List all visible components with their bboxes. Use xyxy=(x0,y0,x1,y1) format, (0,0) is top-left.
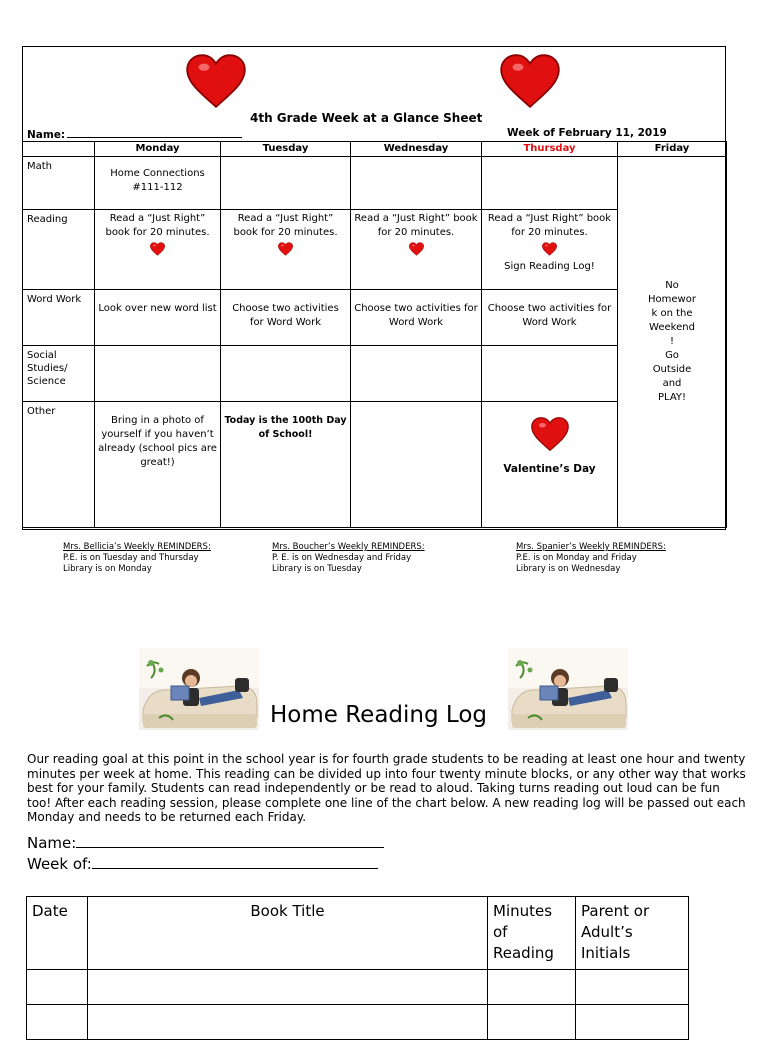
week-of-label: Week of February 11, 2019 xyxy=(507,127,667,139)
word-work-wednesday: Choose two activities for Word Work xyxy=(351,290,482,346)
friday-note-line: PLAY! xyxy=(657,392,686,403)
friday-note-line: No xyxy=(665,280,679,291)
heart-icon xyxy=(186,52,246,110)
friday-note-line: Go xyxy=(665,350,679,361)
other-thursday xyxy=(482,402,618,528)
reading-thursday-text: Read a “Just Right” book for 20 minutes. xyxy=(487,213,612,238)
reading-log-title: Home Reading Log xyxy=(270,702,487,728)
reminder-line: Library is on Wednesday xyxy=(516,564,621,574)
log-cell[interactable] xyxy=(27,1005,88,1040)
heart-icon xyxy=(278,242,293,256)
col-date: Date xyxy=(27,897,88,970)
header-monday: Monday xyxy=(95,142,221,157)
col-minutes-line: Minutes xyxy=(493,902,553,920)
table-row xyxy=(27,970,689,1005)
friday-note-line: Weekend xyxy=(649,322,695,333)
log-cell[interactable] xyxy=(88,970,488,1005)
social-wednesday xyxy=(351,346,482,402)
friday-note-line: Homewor xyxy=(648,294,696,305)
reading-log-table xyxy=(26,896,689,1040)
social-tuesday xyxy=(221,346,351,402)
reminder-block xyxy=(272,542,425,575)
log-cell[interactable] xyxy=(576,1005,689,1040)
word-work-thursday: Choose two activities for Word Work xyxy=(482,290,618,346)
col-minutes xyxy=(488,897,576,970)
heart-icon xyxy=(150,242,165,256)
friday-note-line: ! xyxy=(669,336,674,347)
friday-note-line: k on the xyxy=(651,308,693,319)
col-initials-line: Initials xyxy=(581,944,631,962)
word-work-tuesday: Choose two activities for Word Work xyxy=(221,290,351,346)
other-wednesday xyxy=(351,402,482,528)
math-tuesday xyxy=(221,157,351,210)
other-tuesday: Today is the 100th Day of School! xyxy=(221,402,351,528)
reading-wednesday xyxy=(351,210,482,290)
header-blank xyxy=(23,142,95,157)
social-thursday xyxy=(482,346,618,402)
log-name-line xyxy=(27,833,384,852)
child-reading-photo xyxy=(139,648,259,730)
subject-social-studies: Social Studies/ Science xyxy=(23,346,95,402)
log-cell[interactable] xyxy=(27,970,88,1005)
header-friday: Friday xyxy=(618,142,727,157)
week-schedule-table xyxy=(22,141,727,528)
reminder-block xyxy=(63,542,211,575)
reminder-line: Library is on Monday xyxy=(63,564,152,574)
subject-word-work: Word Work xyxy=(23,290,95,346)
reminder-title: Mrs. Boucher’s Weekly REMINDERS: xyxy=(272,542,425,552)
col-initials xyxy=(576,897,689,970)
heart-icon xyxy=(531,416,569,452)
reading-log-intro: Our reading goal at this point in the school year is for fourth grade students to be reading at least one hour and twenty minutes per week at home. This reading can be divided up into four twenty minute blocks, or any other way that works best for your family. Students can read independently or be read to aloud. Taking turns reading out loud can be fun too! After each reading session, please complete one line of the chart below. A new reading log will be passed out each Monday and needs to be returned each Friday. xyxy=(27,752,746,824)
col-minutes-line: Reading xyxy=(493,944,554,962)
name-blank[interactable] xyxy=(67,128,242,138)
reading-thursday-extra: Sign Reading Log! xyxy=(504,261,595,272)
col-book-title: Book Title xyxy=(88,897,488,970)
header-wednesday: Wednesday xyxy=(351,142,482,157)
col-initials-line: Adult’s xyxy=(581,923,633,941)
friday-note xyxy=(618,157,727,528)
subject-other: Other xyxy=(23,402,95,528)
heart-icon xyxy=(542,242,557,256)
log-week-blank[interactable] xyxy=(92,854,378,869)
table-header-row xyxy=(27,897,689,970)
table-row xyxy=(23,157,727,210)
reminder-line: P. E. is on Wednesday and Friday xyxy=(272,553,412,563)
reading-monday xyxy=(95,210,221,290)
other-monday: Bring in a photo of yourself if you haven’t already (school pics are great!) xyxy=(95,402,221,528)
subject-math: Math xyxy=(23,157,95,210)
log-cell[interactable] xyxy=(576,970,689,1005)
reading-monday-text: Read a “Just Right” book for 20 minutes. xyxy=(105,213,210,238)
math-monday: Home Connections #111-112 xyxy=(95,157,221,210)
valentines-day-text: Valentine’s Day xyxy=(503,463,596,475)
header-thursday: Thursday xyxy=(482,142,618,157)
student-name-line xyxy=(27,128,242,141)
log-name-blank[interactable] xyxy=(76,833,384,848)
heart-icon xyxy=(500,52,560,110)
reminder-line: P.E. is on Tuesday and Thursday xyxy=(63,553,199,563)
header-tuesday: Tuesday xyxy=(221,142,351,157)
log-name-label: Name: xyxy=(27,834,77,852)
reminder-line: Library is on Tuesday xyxy=(272,564,362,574)
math-thursday xyxy=(482,157,618,210)
math-wednesday xyxy=(351,157,482,210)
reminder-title: Mrs. Bellicia’s Weekly REMINDERS: xyxy=(63,542,211,552)
name-label: Name: xyxy=(27,129,66,141)
log-week-label: Week of: xyxy=(27,855,92,873)
word-work-monday: Look over new word list xyxy=(95,290,221,346)
subject-reading: Reading xyxy=(23,210,95,290)
social-monday xyxy=(95,346,221,402)
log-cell[interactable] xyxy=(88,1005,488,1040)
table-header-row xyxy=(23,142,727,157)
log-week-line xyxy=(27,854,378,873)
friday-note-line: Outside xyxy=(652,364,692,375)
reminder-block xyxy=(516,542,666,575)
heart-icon xyxy=(409,242,424,256)
col-initials-line: Parent or xyxy=(581,902,650,920)
reading-tuesday-text: Read a “Just Right” book for 20 minutes. xyxy=(233,213,338,238)
sheet-title: 4th Grade Week at a Glance Sheet xyxy=(250,111,483,125)
friday-note-line: and xyxy=(662,378,682,389)
reminder-title: Mrs. Spanier’s Weekly REMINDERS: xyxy=(516,542,666,552)
table-row xyxy=(27,1005,689,1040)
log-cell[interactable] xyxy=(488,970,576,1005)
col-minutes-line: of xyxy=(493,923,508,941)
log-cell[interactable] xyxy=(488,1005,576,1040)
reading-wednesday-text: Read a “Just Right” book for 20 minutes. xyxy=(354,213,478,238)
reading-thursday xyxy=(482,210,618,290)
reading-tuesday xyxy=(221,210,351,290)
child-reading-photo xyxy=(508,648,628,730)
reminder-line: P.E. is on Monday and Friday xyxy=(516,553,637,563)
